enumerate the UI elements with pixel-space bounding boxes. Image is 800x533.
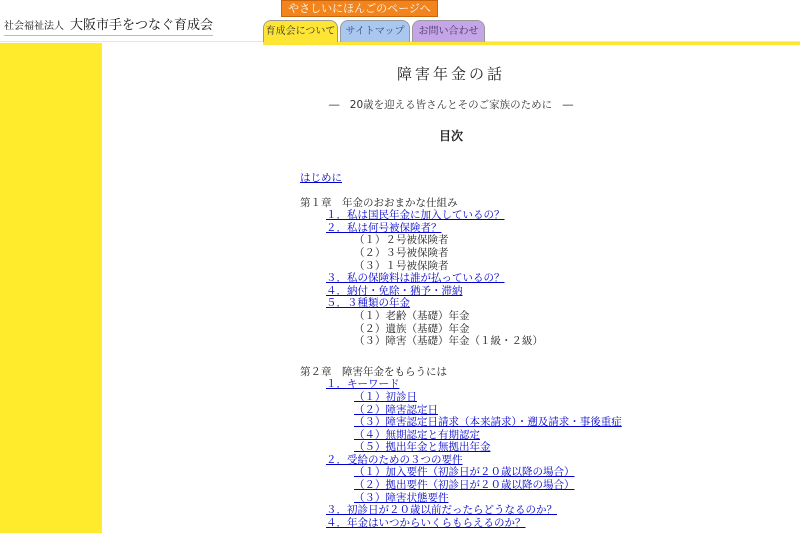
- tab-about[interactable]: 育成会について: [263, 20, 338, 42]
- toc-link[interactable]: （３）障害状態要件: [354, 491, 449, 504]
- toc-link[interactable]: ４．年金はいつからいくらもらえるのか？: [326, 516, 526, 529]
- toc-subitem: （２）遺族（基礎）年金: [354, 322, 470, 335]
- toc-link[interactable]: （５）拠出年金と無拠出年金: [354, 441, 491, 454]
- tab-contact[interactable]: お問い合わせ: [412, 20, 485, 42]
- toc-link[interactable]: ２．私は何号被保険者？: [326, 221, 442, 234]
- toc-link[interactable]: ３．私の保険料は誰が払っているの？: [326, 272, 505, 285]
- org-name: 大阪市手をつなぐ育成会: [70, 18, 214, 33]
- toc-subitem: （１）２号被保険者: [354, 234, 449, 247]
- site-header: [0, 0, 800, 42]
- toc-link[interactable]: （１）加入要件（初診日が２０歳以降の場合）: [354, 466, 575, 479]
- org-prefix: 社会福祉法人: [4, 21, 64, 32]
- table-of-contents: [300, 172, 780, 529]
- easy-japanese-button[interactable]: やさしいにほんごのページへ: [281, 0, 438, 17]
- toc-link[interactable]: １．私は国民年金に加入しているの？: [326, 209, 505, 222]
- toc-subitem: （１）老齢（基礎）年金: [354, 309, 470, 322]
- toc-link[interactable]: ４．納付・免除・猶予・滞納: [326, 284, 463, 297]
- left-sidebar: [0, 43, 102, 533]
- toc-link[interactable]: ５．３種類の年金: [326, 297, 410, 310]
- org-logo[interactable]: [4, 14, 213, 36]
- chapter-2-title: 第２章 障害年金をもらうには: [300, 365, 447, 378]
- toc-link[interactable]: （３）障害認定日請求（本来請求）・遡及請求・事後重症: [354, 416, 622, 429]
- toc-link[interactable]: １．キーワード: [326, 378, 400, 391]
- toc-link[interactable]: （２）障害認定日: [354, 403, 438, 416]
- toc-subitem: （３）障害（基礎）年金（１級・２級）: [354, 335, 543, 348]
- toc-subitem: （２）３号被保険者: [354, 246, 449, 259]
- toc-link[interactable]: ３．初診日が２０歳以前だったらどうなるのか？: [326, 504, 557, 517]
- tab-sitemap[interactable]: サイトマップ: [340, 20, 410, 42]
- toc-link[interactable]: （２）拠出要件（初診日が２０歳以降の場合）: [354, 479, 575, 492]
- chapter-1-title: 第１章 年金のおおまかな仕組み: [300, 196, 458, 209]
- toc-heading: 目次: [438, 129, 463, 143]
- page-title: 障害年金の話: [396, 65, 505, 83]
- toc-subitem: （３）１号被保険者: [354, 259, 449, 272]
- toc-link[interactable]: （４）無期認定と有期認定: [354, 428, 480, 441]
- toc-link-intro[interactable]: はじめに: [300, 172, 342, 184]
- page-subtitle: ― 20歳を迎える皆さんとそのご家族のために ―: [328, 99, 574, 111]
- main-content: [102, 45, 800, 533]
- toc-link[interactable]: （１）初診日: [354, 390, 417, 403]
- toc-link[interactable]: ２．受給のための３つの要件: [326, 453, 463, 466]
